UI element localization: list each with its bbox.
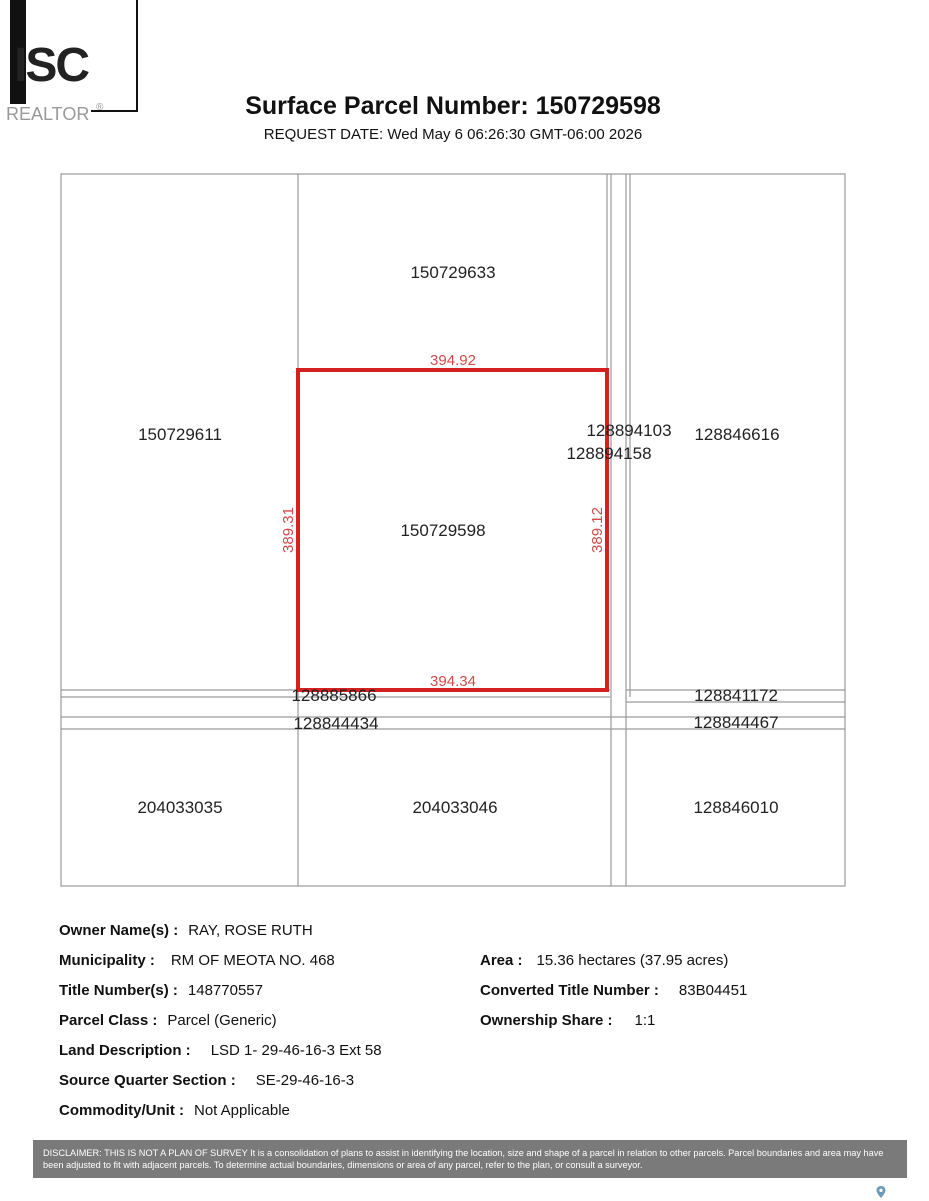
parcel-road-east-2: 128844467 [693,713,779,732]
owner-row [59,922,313,939]
parcel-se: 128846010 [693,798,779,817]
dimension-left: 389.31 [280,507,297,553]
ownership-share-value: 1:1 [634,1012,656,1029]
parcel-east-strip-2: 128894158 [566,444,652,463]
land-description-row [59,1042,382,1059]
commodity-value: Not Applicable [194,1102,290,1119]
parcel-north: 150729633 [410,263,496,282]
location-pin-icon [876,1186,886,1201]
parcel-east: 128846616 [694,425,780,444]
parcel-road-south-1: 128885866 [291,686,377,705]
page-title: Surface Parcel Number: 150729598 [245,92,661,120]
owner-label: Owner Name(s) : [59,922,179,939]
owner-value: RAY, ROSE RUTH [188,922,313,939]
logo-text: ISC [14,39,89,92]
title-number-label: Title Number(s) : [59,982,178,999]
source-quarter-label: Source Quarter Section : [59,1072,236,1089]
location-pin-icon-svg [876,1186,886,1198]
municipality-label: Municipality : [59,952,155,969]
dimension-top: 394.92 [430,352,476,369]
logo-realtor: REALTOR [6,104,90,124]
source-quarter-row [59,1072,354,1089]
converted-title-value: 83B04451 [678,982,748,999]
parcel-south: 204033046 [412,798,498,817]
commodity-label: Commodity/Unit : [59,1102,184,1119]
area-value: 15.36 hectares (37.95 acres) [536,952,729,969]
municipality-row [59,952,335,969]
converted-title-row [480,982,747,999]
area-row [480,952,728,969]
ownership-share-label: Ownership Share : [480,1012,613,1029]
parcel-subject: 150729598 [400,521,486,540]
parcel-road-south-2: 128844434 [293,714,379,733]
parcel-sw: 204033035 [137,798,223,817]
municipality-value: RM OF MEOTA NO. 468 [170,952,335,969]
parcel-road-east-1: 128841172 [694,686,778,705]
source-quarter-value: SE-29-46-16-3 [255,1072,355,1089]
land-description-label: Land Description : [59,1042,191,1059]
commodity-row [59,1102,290,1119]
title-number-value: 148770557 [187,982,263,999]
dimension-bottom: 394.34 [430,673,476,690]
parcel-class-value: Parcel (Generic) [167,1012,277,1029]
disclaimer-bar: DISCLAIMER: THIS IS NOT A PLAN OF SURVEY It is a consolidation of plans to assist in identifying the location, size and shape of a parcel in relation to other parcels. Parcel boundaries and area may have been adjusted to fit with adjacent parcels. To determine actual boundaries, dimensions or area of any parcel, refer to the plan, or consult a surveyor. [33,1140,907,1178]
parcel-west: 150729611 [138,425,222,444]
dimension-right: 389.12 [589,507,606,553]
request-date: REQUEST DATE: Wed May 6 06:26:30 GMT-06:00 2026 [263,126,643,143]
logo-registered-mark: ® [96,102,104,113]
parcel-class-label: Parcel Class : [59,1012,158,1029]
title-number-row [59,982,263,999]
land-description-value: LSD 1- 29-46-16-3 Ext 58 [210,1042,382,1059]
area-label: Area : [480,952,523,969]
ownership-share-row [480,1012,655,1029]
parcel-class-row [59,1012,277,1029]
converted-title-label: Converted Title Number : [480,982,659,999]
parcel-east-strip-1: 128894103 [586,421,672,440]
